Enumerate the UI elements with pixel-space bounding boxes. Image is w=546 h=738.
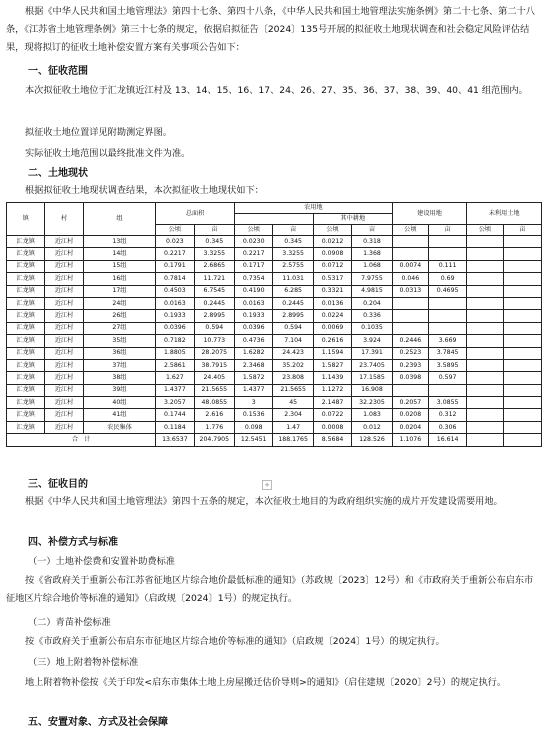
area-cell: 0.2057 — [392, 397, 428, 409]
group-cell: 16组 — [83, 273, 155, 285]
table-row — [7, 236, 542, 248]
area-cell: 0.0398 — [392, 372, 428, 384]
area-cell: 0.345 — [273, 236, 313, 248]
area-cell: 0.1744 — [156, 409, 194, 421]
area-cell: 24.423 — [273, 347, 313, 359]
section-4-paragraph-3: 地上附着物补偿按《关于印发<启东市集体土地上房屋搬迁估价导则>的通知》（启住建规〔2020〕2号）的规定执行。 — [25, 677, 507, 688]
area-cell: 3.669 — [428, 335, 466, 347]
area-cell: 0.0396 — [156, 322, 194, 334]
area-cell: 3 — [235, 397, 273, 409]
area-cell: 0.0074 — [392, 260, 428, 272]
total-cell: 16.614 — [428, 434, 466, 446]
town-cell: 汇龙镇 — [7, 285, 45, 297]
village-cell: 近江村 — [45, 285, 83, 297]
area-cell: 0.306 — [428, 421, 466, 433]
area-cell: 1.1439 — [313, 372, 351, 384]
area-cell — [467, 248, 503, 260]
area-cell: 1.1272 — [313, 384, 351, 396]
table-row — [7, 421, 542, 433]
area-cell: 1.368 — [352, 248, 392, 260]
area-cell: 24.405 — [194, 372, 234, 384]
section-1-paragraph-scope: 本次拟征收土地位于汇龙镇近江村及 13、14、15、16、17、24、26、27、35、36、37、38、39、40、41 组范围内。 — [25, 85, 528, 96]
area-cell: 0.0722 — [313, 409, 351, 421]
area-cell: 0.594 — [194, 322, 234, 334]
total-cell — [503, 434, 541, 446]
section-3-heading: 三、征收目的 — [28, 479, 88, 490]
area-cell: 23.808 — [273, 372, 313, 384]
town-cell: 汇龙镇 — [7, 359, 45, 371]
area-cell: 7.104 — [273, 335, 313, 347]
area-cell: 3.924 — [352, 335, 392, 347]
area-cell: 0.2217 — [156, 248, 194, 260]
group-cell: 13组 — [83, 236, 155, 248]
unit-mu: 亩 — [503, 225, 541, 236]
area-cell: 3.7845 — [428, 347, 466, 359]
area-cell: 0.69 — [428, 273, 466, 285]
village-cell: 近江村 — [45, 409, 83, 421]
area-cell: 2.3468 — [235, 359, 273, 371]
section-2-paragraph: 根据拟征收土地现状调查结果，本次拟征收土地现状如下： — [25, 185, 264, 196]
area-cell: 0.336 — [352, 310, 392, 322]
table-row — [7, 310, 542, 322]
area-cell — [467, 322, 503, 334]
area-cell: 6.285 — [273, 285, 313, 297]
village-cell: 近江村 — [45, 297, 83, 309]
village-cell: 近江村 — [45, 421, 83, 433]
area-cell — [503, 322, 541, 334]
village-cell: 近江村 — [45, 384, 83, 396]
area-cell: 0.0224 — [313, 310, 351, 322]
area-cell: 35.202 — [273, 359, 313, 371]
group-cell: 36组 — [83, 347, 155, 359]
area-cell — [503, 384, 541, 396]
area-cell — [392, 248, 428, 260]
unit-mu: 亩 — [428, 225, 466, 236]
intro-paragraph: 根据《中华人民共和国土地管理法》第四十七条、第四十八条，《中华人民共和国土地管理法实施条例》第二十七条、第二十八条，《江苏省土地管理条例》第三十七条的规定，依据启拟征告〔2024〕135号开展的拟征收土地现状调查和社会稳定风险评估结果，现将拟订的征收土地补偿安置方案有关事项公告如下： — [6, 6, 535, 53]
area-cell: 0.0908 — [313, 248, 351, 260]
area-cell: 0.597 — [428, 372, 466, 384]
area-cell: 38.7915 — [194, 359, 234, 371]
header-total-area: 总面积 — [156, 203, 235, 225]
group-cell: 26组 — [83, 310, 155, 322]
total-cell — [467, 434, 503, 446]
area-cell — [503, 421, 541, 433]
area-cell: 48.0855 — [194, 397, 234, 409]
group-cell: 17组 — [83, 285, 155, 297]
town-cell: 汇龙镇 — [7, 273, 45, 285]
unit-hectare: 公顷 — [235, 225, 273, 236]
town-cell: 汇龙镇 — [7, 236, 45, 248]
area-cell: 11.721 — [194, 273, 234, 285]
area-cell: 3.3255 — [273, 248, 313, 260]
area-cell: 21.5655 — [273, 384, 313, 396]
area-cell: 1.1594 — [313, 347, 351, 359]
section-2-heading: 二、土地现状 — [28, 168, 88, 179]
group-cell: 38组 — [83, 372, 155, 384]
area-cell: 0.2393 — [392, 359, 428, 371]
section-1-paragraph-map: 拟征收土地位置详见附勘测定界图。 — [25, 127, 172, 138]
area-cell — [467, 359, 503, 371]
table-row — [7, 285, 542, 297]
area-cell: 21.5655 — [194, 384, 234, 396]
area-cell: 0.204 — [352, 297, 392, 309]
section-4-heading: 四、补偿方式与标准 — [28, 537, 118, 548]
area-cell: 0.3321 — [313, 285, 351, 297]
header-construction-land: 建设用地 — [392, 203, 467, 225]
area-cell: 0.2217 — [235, 248, 273, 260]
unit-mu: 亩 — [194, 225, 234, 236]
area-cell — [392, 310, 428, 322]
village-cell: 近江村 — [45, 397, 83, 409]
area-cell: 3.2057 — [156, 397, 194, 409]
total-cell: 188.1765 — [273, 434, 313, 446]
area-cell: 17.391 — [352, 347, 392, 359]
village-cell: 近江村 — [45, 359, 83, 371]
group-cell: 农民集体 — [83, 421, 155, 433]
unit-mu: 亩 — [352, 225, 392, 236]
group-cell: 14组 — [83, 248, 155, 260]
area-cell: 17.1585 — [352, 372, 392, 384]
area-cell: 0.1184 — [156, 421, 194, 433]
section-3-paragraph: 根据《中华人民共和国土地管理法》第四十五条的规定，本次征收土地目的为政府组织实施的成片开发建设需要用地。 — [25, 496, 503, 507]
area-cell: 0.111 — [428, 260, 466, 272]
area-cell: 1.5827 — [313, 359, 351, 371]
area-cell — [503, 248, 541, 260]
table-body — [7, 236, 542, 434]
area-cell — [503, 409, 541, 421]
area-cell: 2.304 — [273, 409, 313, 421]
area-cell: 0.0163 — [235, 297, 273, 309]
area-cell: 0.012 — [352, 421, 392, 433]
area-cell — [467, 335, 503, 347]
area-cell: 6.7545 — [194, 285, 234, 297]
area-cell — [467, 310, 503, 322]
area-cell: 0.318 — [352, 236, 392, 248]
area-cell — [392, 322, 428, 334]
area-cell — [467, 372, 503, 384]
town-cell: 汇龙镇 — [7, 347, 45, 359]
village-cell: 近江村 — [45, 322, 83, 334]
area-cell: 0.345 — [194, 236, 234, 248]
table-row — [7, 273, 542, 285]
area-cell: 0.0712 — [313, 260, 351, 272]
area-cell — [467, 409, 503, 421]
section-4-sub-3: （三）地上附着物补偿标准 — [28, 657, 139, 668]
area-cell — [503, 347, 541, 359]
total-cell: 13.6537 — [156, 434, 194, 446]
area-cell — [428, 236, 466, 248]
area-cell: 1.083 — [352, 409, 392, 421]
area-cell: 2.5861 — [156, 359, 194, 371]
area-cell: 1.776 — [194, 421, 234, 433]
area-cell: 0.312 — [428, 409, 466, 421]
area-cell: 0.1717 — [235, 260, 273, 272]
table-row — [7, 335, 542, 347]
area-cell: 2.1487 — [313, 397, 351, 409]
area-cell: 3.5895 — [428, 359, 466, 371]
area-cell: 0.0136 — [313, 297, 351, 309]
area-cell: 0.1933 — [156, 310, 194, 322]
group-cell: 41组 — [83, 409, 155, 421]
area-cell: 0.0396 — [235, 322, 273, 334]
area-cell: 0.2446 — [392, 335, 428, 347]
area-cell: 0.4695 — [428, 285, 466, 297]
header-arable-land: 其中耕地 — [313, 214, 392, 225]
area-cell: 11.031 — [273, 273, 313, 285]
area-cell: 0.4736 — [235, 335, 273, 347]
village-cell: 近江村 — [45, 335, 83, 347]
header-village: 村 — [45, 203, 83, 236]
area-cell: 0.1536 — [235, 409, 273, 421]
group-cell: 27组 — [83, 322, 155, 334]
area-cell: 0.1035 — [352, 322, 392, 334]
group-cell: 40组 — [83, 397, 155, 409]
table-row — [7, 397, 542, 409]
area-cell: 4.9815 — [352, 285, 392, 297]
village-cell: 近江村 — [45, 260, 83, 272]
section-4-sub-2: （二）青苗补偿标准 — [28, 617, 111, 628]
area-cell: 1.5872 — [235, 372, 273, 384]
area-cell — [503, 297, 541, 309]
section-1-paragraph-final: 实际征收土地范围以最终批准文件为准。 — [25, 148, 191, 159]
area-cell: 0.4503 — [156, 285, 194, 297]
area-cell — [467, 273, 503, 285]
area-cell — [503, 372, 541, 384]
section-5-heading: 五、安置对象、方式及社会保障 — [28, 717, 168, 728]
area-cell: 0.0008 — [313, 421, 351, 433]
village-cell: 近江村 — [45, 310, 83, 322]
header-farmland: 农用地 — [235, 203, 393, 214]
table-row — [7, 384, 542, 396]
area-cell — [392, 297, 428, 309]
area-cell — [467, 236, 503, 248]
town-cell: 汇龙镇 — [7, 384, 45, 396]
area-cell: 0.098 — [235, 421, 273, 433]
area-cell: 0.7182 — [156, 335, 194, 347]
unit-hectare: 公顷 — [467, 225, 503, 236]
village-cell: 近江村 — [45, 248, 83, 260]
area-cell: 23.7405 — [352, 359, 392, 371]
area-cell: 3.0855 — [428, 397, 466, 409]
area-cell: 0.0212 — [313, 236, 351, 248]
area-cell: 0.0204 — [392, 421, 428, 433]
village-cell: 近江村 — [45, 273, 83, 285]
area-cell: 1.627 — [156, 372, 194, 384]
area-cell: 0.594 — [273, 322, 313, 334]
town-cell: 汇龙镇 — [7, 421, 45, 433]
area-cell: 1.4377 — [235, 384, 273, 396]
area-cell: 32.2305 — [352, 397, 392, 409]
total-cell: 12.5451 — [235, 434, 273, 446]
total-cell: 204.7905 — [194, 434, 234, 446]
area-cell: 0.0230 — [235, 236, 273, 248]
area-cell: 28.2075 — [194, 347, 234, 359]
area-cell: 3.3255 — [194, 248, 234, 260]
area-cell: 0.2523 — [392, 347, 428, 359]
area-cell: 1.47 — [273, 421, 313, 433]
area-cell — [428, 310, 466, 322]
area-cell — [428, 384, 466, 396]
town-cell: 汇龙镇 — [7, 248, 45, 260]
area-cell: 1.068 — [352, 260, 392, 272]
area-cell: 0.7814 — [156, 273, 194, 285]
town-cell: 汇龙镇 — [7, 409, 45, 421]
total-label: 合 计 — [7, 434, 156, 446]
area-cell: 0.2445 — [273, 297, 313, 309]
total-cell: 1.1076 — [392, 434, 428, 446]
town-cell: 汇龙镇 — [7, 397, 45, 409]
section-1-heading: 一、征收范围 — [28, 66, 88, 77]
table-row — [7, 347, 542, 359]
group-cell: 24组 — [83, 297, 155, 309]
area-cell — [503, 310, 541, 322]
town-cell: 汇龙镇 — [7, 372, 45, 384]
area-cell — [392, 236, 428, 248]
area-cell — [428, 248, 466, 260]
table-row — [7, 322, 542, 334]
table-move-handle-icon[interactable]: + — [262, 480, 272, 490]
area-cell — [503, 273, 541, 285]
area-cell: 1.8805 — [156, 347, 194, 359]
group-cell: 35组 — [83, 335, 155, 347]
town-cell: 汇龙镇 — [7, 322, 45, 334]
group-cell: 37组 — [83, 359, 155, 371]
area-cell: 1.6282 — [235, 347, 273, 359]
area-cell: 16.908 — [352, 384, 392, 396]
village-cell: 近江村 — [45, 372, 83, 384]
area-cell: 7.9755 — [352, 273, 392, 285]
area-cell — [503, 236, 541, 248]
area-cell: 0.2445 — [194, 297, 234, 309]
table-row — [7, 359, 542, 371]
area-cell — [392, 384, 428, 396]
section-4-sub-1: （一）土地补偿费和安置补助费标准 — [28, 556, 175, 567]
area-cell: 0.0069 — [313, 322, 351, 334]
area-cell — [467, 384, 503, 396]
header-group: 组 — [83, 203, 155, 236]
area-cell — [428, 297, 466, 309]
total-cell: 8.5684 — [313, 434, 351, 446]
table-row — [7, 372, 542, 384]
area-cell: 2.6865 — [194, 260, 234, 272]
area-cell — [467, 421, 503, 433]
land-status-table — [6, 202, 542, 447]
area-cell: 10.773 — [194, 335, 234, 347]
area-cell: 0.1791 — [156, 260, 194, 272]
group-cell: 15组 — [83, 260, 155, 272]
area-cell — [428, 322, 466, 334]
area-cell — [467, 297, 503, 309]
area-cell: 0.0313 — [392, 285, 428, 297]
area-cell: 2.8995 — [273, 310, 313, 322]
area-cell: 0.4190 — [235, 285, 273, 297]
town-cell: 汇龙镇 — [7, 260, 45, 272]
table-total-row — [7, 434, 542, 446]
area-cell: 0.2616 — [313, 335, 351, 347]
area-cell — [503, 335, 541, 347]
header-unused-land: 未利用土地 — [467, 203, 542, 225]
total-cell: 128.526 — [352, 434, 392, 446]
town-cell: 汇龙镇 — [7, 335, 45, 347]
area-cell: 1.4377 — [156, 384, 194, 396]
area-cell: 0.023 — [156, 236, 194, 248]
area-cell: 0.7354 — [235, 273, 273, 285]
table-row — [7, 297, 542, 309]
area-cell: 2.616 — [194, 409, 234, 421]
town-cell: 汇龙镇 — [7, 297, 45, 309]
area-cell — [467, 285, 503, 297]
village-cell: 近江村 — [45, 236, 83, 248]
area-cell — [503, 285, 541, 297]
area-cell: 45 — [273, 397, 313, 409]
area-cell: 0.0163 — [156, 297, 194, 309]
table-row — [7, 248, 542, 260]
unit-hectare: 公顷 — [392, 225, 428, 236]
area-cell: 0.5317 — [313, 273, 351, 285]
area-cell — [503, 359, 541, 371]
unit-mu: 亩 — [273, 225, 313, 236]
unit-hectare: 公顷 — [156, 225, 194, 236]
area-cell — [503, 260, 541, 272]
section-4-paragraph-2: 按《市政府关于重新公布启东市征地区片综合地价等标准的通知》（启政规〔2024〕1号）的规定执行。 — [25, 636, 445, 647]
area-cell — [467, 347, 503, 359]
group-cell: 39组 — [83, 384, 155, 396]
header-town: 镇 — [7, 203, 45, 236]
area-cell: 0.1933 — [235, 310, 273, 322]
area-cell — [467, 397, 503, 409]
table-row — [7, 409, 542, 421]
unit-hectare: 公顷 — [313, 225, 351, 236]
area-cell: 2.8995 — [194, 310, 234, 322]
village-cell: 近江村 — [45, 347, 83, 359]
header-farmland-blank — [235, 214, 314, 225]
table-row — [7, 260, 542, 272]
area-cell — [467, 260, 503, 272]
town-cell: 汇龙镇 — [7, 310, 45, 322]
section-4-paragraph-1: 按《省政府关于重新公布江苏省征地区片综合地价最低标准的通知》（苏政规〔2023〕12号）和《市政府关于重新公布启东市征地区片综合地价等标准的通知》（启政规〔2024〕1号）的规定执行。 — [6, 575, 534, 604]
area-cell: 2.5755 — [273, 260, 313, 272]
area-cell: 0.046 — [392, 273, 428, 285]
area-cell: 0.0208 — [392, 409, 428, 421]
area-cell — [503, 397, 541, 409]
